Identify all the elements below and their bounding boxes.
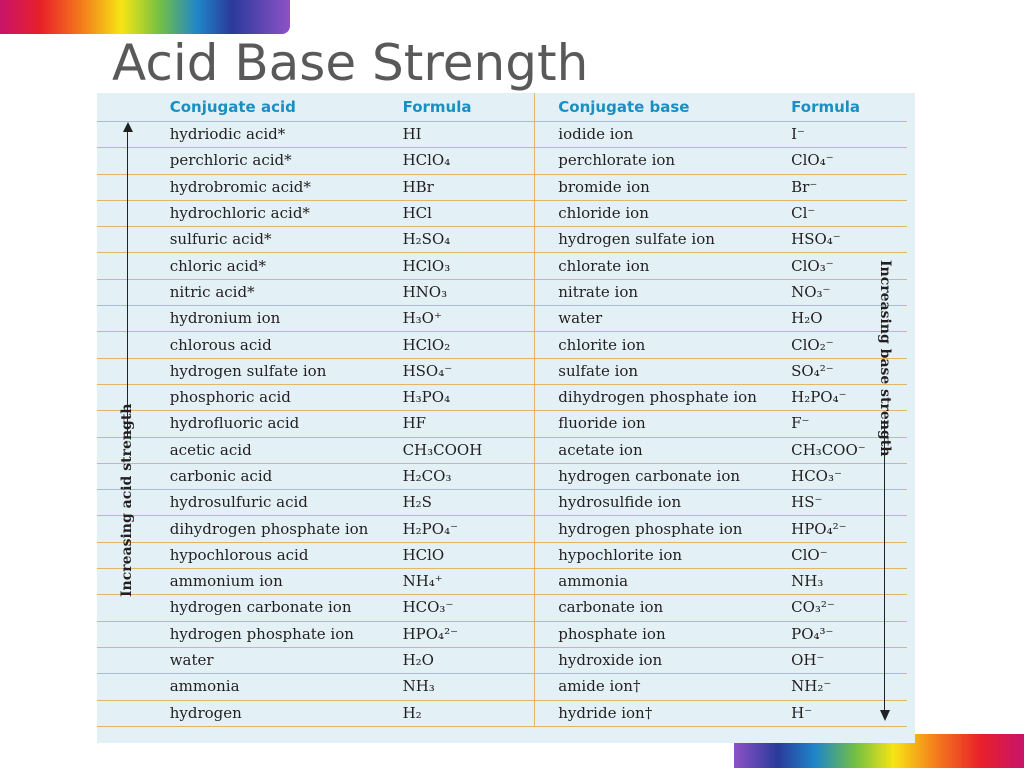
table-row xyxy=(97,200,915,226)
acid-strength-arrow-line xyxy=(127,127,128,437)
acid-formula-cell: HBr xyxy=(403,174,513,200)
conjugate-base-cell: water xyxy=(558,306,791,332)
acid-formula-cell: HPO₄²⁻ xyxy=(403,621,513,647)
table-row xyxy=(97,227,915,253)
conjugate-base-cell: hydrogen phosphate ion xyxy=(558,516,791,542)
header-conjugate-base: Conjugate base xyxy=(558,93,791,122)
acid-formula-cell: HNO₃ xyxy=(403,279,513,305)
conjugate-acid-cell: ammonium ion xyxy=(170,569,403,595)
base-formula-cell: ClO₂⁻ xyxy=(791,332,907,358)
acid-formula-cell: H₂SO₄ xyxy=(403,227,513,253)
base-formula-cell: Br⁻ xyxy=(791,174,907,200)
conjugate-base-cell: hydrogen sulfate ion xyxy=(558,227,791,253)
conjugate-acid-cell: water xyxy=(170,647,403,673)
conjugate-acid-cell: chlorous acid xyxy=(170,332,403,358)
conjugate-acid-cell: hydrochloric acid* xyxy=(170,200,403,226)
base-formula-cell: SO₄²⁻ xyxy=(791,358,907,384)
table-row xyxy=(97,674,915,700)
base-formula-cell: H₂PO₄⁻ xyxy=(791,384,907,410)
table-row xyxy=(97,621,915,647)
conjugate-acid-cell: carbonic acid xyxy=(170,463,403,489)
acid-formula-cell: HCl xyxy=(403,200,513,226)
table-row xyxy=(97,148,915,174)
conjugate-base-cell: hypochlorite ion xyxy=(558,542,791,568)
conjugate-base-cell: amide ion† xyxy=(558,674,791,700)
base-formula-cell: Cl⁻ xyxy=(791,200,907,226)
conjugate-acid-cell: hydrogen xyxy=(170,700,403,726)
conjugate-acid-cell: acetic acid xyxy=(170,437,403,463)
acid-formula-cell: HClO₄ xyxy=(403,148,513,174)
conjugate-base-cell: chlorite ion xyxy=(558,332,791,358)
acid-formula-cell: NH₃ xyxy=(403,674,513,700)
conjugate-acid-cell: hydrogen sulfate ion xyxy=(170,358,403,384)
slide-title: Acid Base Strength xyxy=(112,34,589,92)
conjugate-base-cell: phosphate ion xyxy=(558,621,791,647)
conjugate-acid-cell: chloric acid* xyxy=(170,253,403,279)
table-row xyxy=(97,306,915,332)
base-formula-cell: ClO⁻ xyxy=(791,542,907,568)
conjugate-acid-cell: nitric acid* xyxy=(170,279,403,305)
table-row xyxy=(97,411,915,437)
table-row xyxy=(97,700,915,726)
conjugate-acid-cell: sulfuric acid* xyxy=(170,227,403,253)
base-strength-arrow-line xyxy=(884,420,885,712)
acid-formula-cell: H₃O⁺ xyxy=(403,306,513,332)
conjugate-acid-cell: hydrobromic acid* xyxy=(170,174,403,200)
table-row xyxy=(97,647,915,673)
conjugate-acid-cell: hydrogen phosphate ion xyxy=(170,621,403,647)
conjugate-base-cell: fluoride ion xyxy=(558,411,791,437)
conjugate-acid-cell: hydronium ion xyxy=(170,306,403,332)
base-formula-cell: NH₂⁻ xyxy=(791,674,907,700)
base-formula-cell: NO₃⁻ xyxy=(791,279,907,305)
base-formula-cell: OH⁻ xyxy=(791,647,907,673)
conjugate-base-cell: bromide ion xyxy=(558,174,791,200)
table-row xyxy=(97,279,915,305)
conjugate-base-cell: carbonate ion xyxy=(558,595,791,621)
arrow-down-icon xyxy=(880,710,890,721)
conjugate-base-cell: hydrogen carbonate ion xyxy=(558,463,791,489)
table-row xyxy=(97,437,915,463)
conjugate-acid-cell: phosphoric acid xyxy=(170,384,403,410)
table-row xyxy=(97,490,915,516)
conjugate-acid-cell: hydrofluoric acid xyxy=(170,411,403,437)
acid-formula-cell: HClO₂ xyxy=(403,332,513,358)
base-formula-cell: H₂O xyxy=(791,306,907,332)
table-row xyxy=(97,122,915,148)
conjugate-acid-cell: hydrogen carbonate ion xyxy=(170,595,403,621)
base-formula-cell: ClO₄⁻ xyxy=(791,148,907,174)
acid-formula-cell: CH₃COOH xyxy=(403,437,513,463)
conjugate-base-cell: hydrosulfide ion xyxy=(558,490,791,516)
table-row xyxy=(97,542,915,568)
base-formula-cell: NH₃ xyxy=(791,569,907,595)
conjugate-base-cell: ammonia xyxy=(558,569,791,595)
table-row xyxy=(97,332,915,358)
base-formula-cell: ClO₃⁻ xyxy=(791,253,907,279)
table-body xyxy=(97,122,915,727)
table-row xyxy=(97,174,915,200)
conjugate-acid-cell: hydriodic acid* xyxy=(170,122,403,148)
base-formula-cell: HS⁻ xyxy=(791,490,907,516)
rainbow-banner-top xyxy=(0,0,290,34)
acid-base-table xyxy=(97,93,915,727)
base-formula-cell: PO₄³⁻ xyxy=(791,621,907,647)
base-formula-cell: H⁻ xyxy=(791,700,907,726)
header-acid-formula: Formula xyxy=(403,93,513,122)
conjugate-base-cell: hydroxide ion xyxy=(558,647,791,673)
conjugate-base-cell: iodide ion xyxy=(558,122,791,148)
acid-formula-cell: HF xyxy=(403,411,513,437)
conjugate-acid-cell: hypochlorous acid xyxy=(170,542,403,568)
acid-base-table-panel xyxy=(97,93,915,743)
base-formula-cell: I⁻ xyxy=(791,122,907,148)
conjugate-base-cell: nitrate ion xyxy=(558,279,791,305)
acid-formula-cell: H₂O xyxy=(403,647,513,673)
header-base-formula: Formula xyxy=(791,93,907,122)
table-row xyxy=(97,358,915,384)
table-row xyxy=(97,595,915,621)
conjugate-base-cell: acetate ion xyxy=(558,437,791,463)
table-row xyxy=(97,516,915,542)
acid-formula-cell: HClO₃ xyxy=(403,253,513,279)
base-formula-cell: CH₃COO⁻ xyxy=(791,437,907,463)
acid-formula-cell: HSO₄⁻ xyxy=(403,358,513,384)
acid-formula-cell: HClO xyxy=(403,542,513,568)
table-row xyxy=(97,384,915,410)
acid-formula-cell: HCO₃⁻ xyxy=(403,595,513,621)
conjugate-acid-cell: perchloric acid* xyxy=(170,148,403,174)
base-formula-cell: F⁻ xyxy=(791,411,907,437)
table-row xyxy=(97,253,915,279)
conjugate-base-cell: hydride ion† xyxy=(558,700,791,726)
conjugate-acid-cell: dihydrogen phosphate ion xyxy=(170,516,403,542)
acid-formula-cell: H₃PO₄ xyxy=(403,384,513,410)
conjugate-acid-cell: hydrosulfuric acid xyxy=(170,490,403,516)
conjugate-base-cell: perchlorate ion xyxy=(558,148,791,174)
acid-formula-cell: H₂PO₄⁻ xyxy=(403,516,513,542)
conjugate-base-cell: dihydrogen phosphate ion xyxy=(558,384,791,410)
base-formula-cell: CO₃²⁻ xyxy=(791,595,907,621)
base-strength-label: Increasing base strength xyxy=(877,260,893,457)
arrow-up-icon xyxy=(123,122,133,132)
table-row xyxy=(97,569,915,595)
base-formula-cell: HPO₄²⁻ xyxy=(791,516,907,542)
acid-formula-cell: H₂S xyxy=(403,490,513,516)
conjugate-base-cell: sulfate ion xyxy=(558,358,791,384)
conjugate-base-cell: chloride ion xyxy=(558,200,791,226)
table-row xyxy=(97,463,915,489)
acid-formula-cell: H₂ xyxy=(403,700,513,726)
header-conjugate-acid: Conjugate acid xyxy=(170,93,403,122)
conjugate-base-cell: chlorate ion xyxy=(558,253,791,279)
conjugate-acid-cell: ammonia xyxy=(170,674,403,700)
acid-formula-cell: NH₄⁺ xyxy=(403,569,513,595)
base-formula-cell: HSO₄⁻ xyxy=(791,227,907,253)
table-header-row xyxy=(97,93,915,122)
acid-formula-cell: H₂CO₃ xyxy=(403,463,513,489)
acid-formula-cell: HI xyxy=(403,122,513,148)
base-formula-cell: HCO₃⁻ xyxy=(791,463,907,489)
acid-strength-label: Increasing acid strength xyxy=(119,403,135,597)
